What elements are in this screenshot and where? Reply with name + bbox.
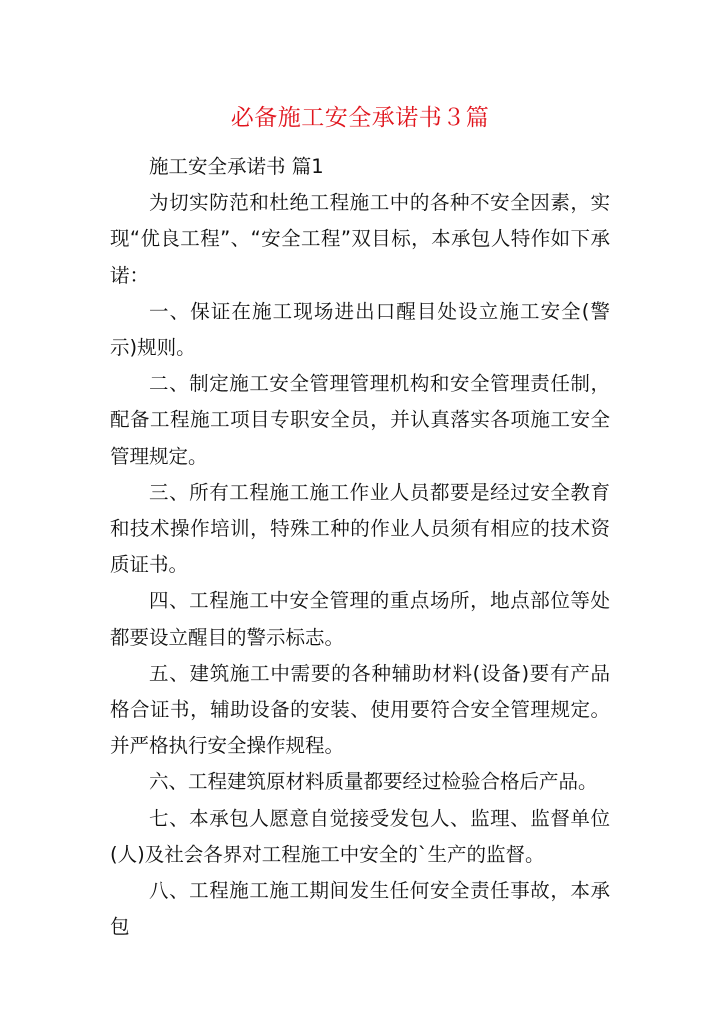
paragraph-item-5: 五、建筑施工中需要的各种辅助材料(设备)要有产品格合证书，辅助设备的安装、使用要符合安全管理规定。并严格执行安全操作规程。 [110, 661, 610, 758]
paragraph-item-7: 七、本承包人愿意自觉接受发包人、监理、监督单位(人)及社会各界对工程施工中安全的`生产的监督。 [110, 806, 610, 866]
document-body [110, 149, 610, 945]
paragraph-item-2: 二、制定施工安全管理管理机构和安全管理责任制，配备工程施工项目专职安全员，并认真落实各项施工安全管理规定。 [110, 372, 610, 468]
paragraph-intro: 为切实防范和杜绝工程施工中的各种不安全因素，实现“优良工程”、“安全工程”双目标，本承包人特作如下承诺： [110, 191, 610, 287]
paragraph-item-8: 八、工程施工施工期间发生任何安全责任事故，本承包 [110, 879, 610, 939]
paragraph-item-1: 一、保证在施工现场进出口醒目处设立施工安全(警示)规则。 [110, 299, 610, 360]
paragraph-item-4: 四、工程施工中安全管理的重点场所，地点部位等处都要设立醒目的警示标志。 [110, 589, 610, 649]
paragraph-item-3: 三、所有工程施工施工作业人员都要是经过安全教育和技术操作培训，特殊工种的作业人员须有相应的技术资质证书。 [110, 480, 610, 577]
section-heading: 施工安全承诺书 篇1 [149, 155, 324, 178]
document-title: 必备施工安全承诺书３篇 [230, 105, 490, 131]
paragraph-item-6: 六、工程建筑原材料质量都要经过检验合格后产品。 [149, 770, 598, 794]
